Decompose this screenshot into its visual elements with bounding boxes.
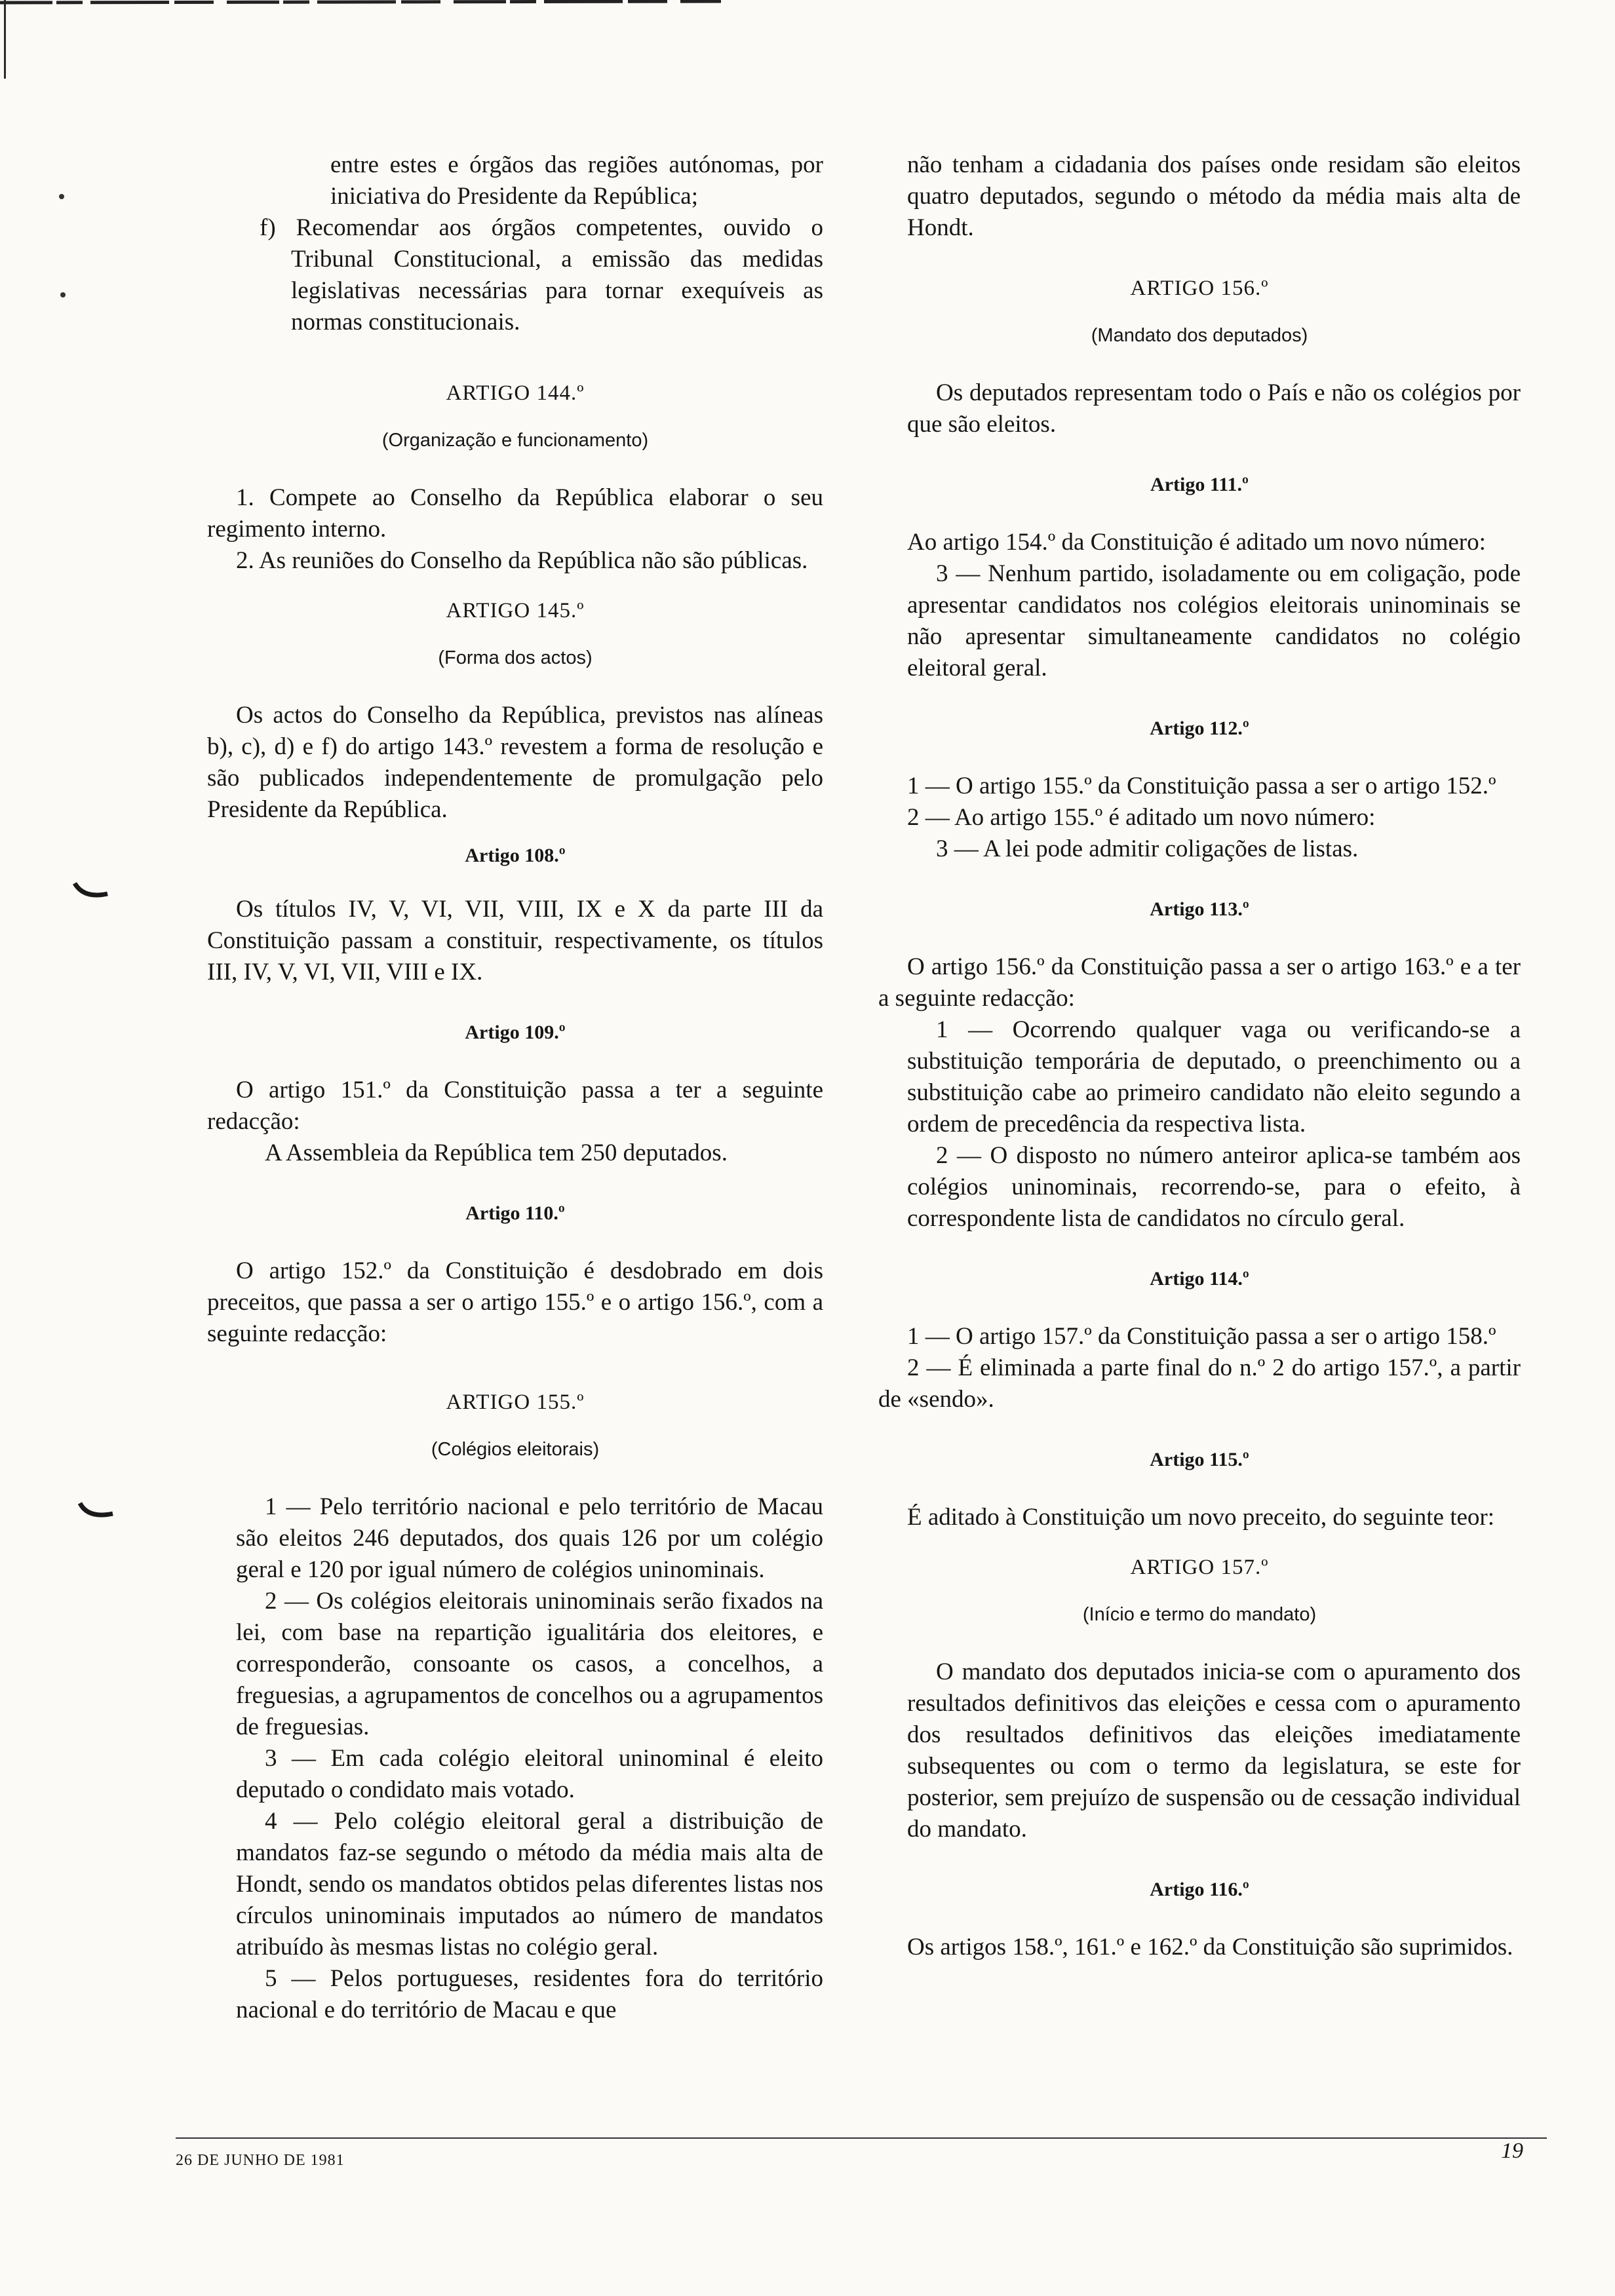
artigo-heading: Artigo 112.º: [1150, 718, 1249, 739]
paragraph: não tenham a cidadania dos países onde residam são eleitos quatro deputados, segundo o método da média mais alta de Hondt.: [907, 151, 1521, 241]
paragraph: O artigo 151.º da Constituição passa a ter a seguinte redacção:: [207, 1077, 823, 1135]
quoted-text: 3 — A lei pode admitir coligações de listas.: [936, 835, 1359, 862]
quoted-text: 1 — Ocorrendo qualquer vaga ou verificando-se a substituição temporária de deputado, o preenchimento ou a substituição cabe ao primeiro candidato não eleito segundo a ordem de precedência da respectiva lista.: [907, 1016, 1521, 1138]
paragraph: Os títulos IV, V, VI, VII, VIII, IX e X da parte III da Constituição passam a constituir, respectivamente, os títulos III, IV, V, VI, VII, VIII e IX.: [207, 896, 823, 985]
paragraph: Ao artigo 154.º da Constituição é aditado um novo número:: [907, 529, 1486, 556]
paragraph: 3 — Em cada colégio eleitoral uninominal é eleito deputado o condidato mais votado.: [236, 1745, 823, 1803]
paragraph: Os actos do Conselho da República, previstos nas alíneas b), c), d) e f) do artigo 143.º revestem a forma de resolução e são publicados independentemente de promulgação pelo Presidente da República.: [207, 702, 823, 823]
quoted-text: O mandato dos deputados inicia-se com o apuramento dos resultados definitivos das eleições e cessa com o apuramento dos resultados definitivos das eleições imediatamente subsequentes ou com o termo da legislatura, se este for posterior, sem prejuízo de suspensão ou de cessação individual do mandato.: [907, 1658, 1521, 1843]
quoted-text: A Assembleia da República tem 250 deputados.: [265, 1139, 728, 1166]
paragraph: 4 — Pelo colégio eleitoral geral a distribuição de mandatos faz-se segundo o método da média mais alta de Hondt, sendo os mandatos obtidos pelas diferentes listas nos círculos uninominais imputados ao número de mandatos atribuído às mesmas listas no colégio geral.: [236, 1808, 823, 1961]
article-heading: ARTIGO 156.º: [1130, 277, 1269, 300]
article-heading: ARTIGO 155.º: [446, 1390, 585, 1414]
paragraph: 1. Compete ao Conselho da República elaborar o seu regimento interno.: [207, 484, 823, 543]
artigo-heading: Artigo 114.º: [1150, 1268, 1249, 1290]
article-heading: ARTIGO 145.º: [446, 599, 585, 622]
paragraph: 2. As reuniões do Conselho da República não são públicas.: [236, 547, 808, 574]
article-subtitle: (Mandato dos deputados): [1091, 325, 1308, 346]
right-column: [878, 149, 1521, 1963]
paragraph: 1 — O artigo 155.º da Constituição passa a ser o artigo 152.º: [907, 773, 1496, 799]
quoted-text: 2 — O disposto no número anteiror aplica-se também aos colégios uninominais, recorrendo-se, para o efeito, à correspondente lista de candidatos no círculo geral.: [907, 1142, 1521, 1232]
article-heading: ARTIGO 157.º: [1130, 1556, 1269, 1579]
paragraph: Os artigos 158.º, 161.º e 162.º da Constituição são suprimidos.: [907, 1934, 1513, 1961]
paragraph: 2 — Os colégios eleitorais uninominais serão fixados na lei, com base na repartição igualitária dos eleitores, e corresponderão, consoante os casos, a concelhos, a freguesias, a agrupamentos de concelhos ou a agrupamentos de freguesias.: [236, 1588, 823, 1740]
article-subtitle: (Início e termo do mandato): [1082, 1604, 1317, 1625]
paragraph: 2 — É eliminada a parte final do n.º 2 do artigo 157.º, a partir de «sendo».: [878, 1354, 1521, 1413]
artigo-heading: Artigo 113.º: [1150, 898, 1249, 920]
margin-mark: [71, 878, 110, 904]
paragraph: 1 — O artigo 157.º da Constituição passa a ser o artigo 158.º: [907, 1323, 1496, 1350]
page-number: 19: [1501, 2139, 1523, 2163]
article-subtitle: (Organização e funcionamento): [381, 430, 649, 451]
artigo-heading: Artigo 115.º: [1150, 1449, 1249, 1470]
margin-mark: [77, 1499, 117, 1525]
scan-speck: [59, 194, 64, 199]
artigo-heading: Artigo 108.º: [465, 845, 566, 866]
scan-edge-marks: [0, 0, 721, 20]
paragraph: entre estes e órgãos das regiões autónomas, por iniciativa do Presidente da República;: [330, 151, 823, 210]
paragraph: O artigo 152.º da Constituição é desdobrado em dois preceitos, que passa a ser o artigo 155.º e o artigo 156.º, com a seguinte redacção:: [207, 1257, 823, 1347]
paragraph: 1 — Pelo território nacional e pelo território de Macau são eleitos 246 deputados, dos quais 126 por um colégio geral e 120 por igual número de colégios uninominais.: [236, 1493, 823, 1583]
paragraph: Os deputados representam todo o País e não os colégios por que são eleitos.: [907, 379, 1521, 438]
paragraph: 5 — Pelos portugueses, residentes fora do território nacional e do território de Macau e que: [236, 1965, 823, 2023]
paragraph: 2 — Ao artigo 155.º é aditado um novo número:: [907, 804, 1376, 831]
article-heading: ARTIGO 144.º: [446, 381, 585, 405]
scan-edge-line: [4, 0, 6, 79]
item-f: f) Recomendar aos órgãos competentes, ouvido o Tribunal Constitucional, a emissão das medidas legislativas necessárias para tornar exequíveis as normas constitucionais.: [260, 214, 823, 335]
left-column: [207, 149, 823, 2026]
scan-speck: [60, 292, 66, 297]
quoted-text: 3 — Nenhum partido, isoladamente ou em coligação, pode apresentar candidatos nos colégios eleitorais uninominais se não apresentar simultaneamente candidatos no colégio eleitoral geral.: [907, 560, 1521, 681]
artigo-heading: Artigo 110.º: [465, 1202, 565, 1224]
artigo-heading: Artigo 111.º: [1150, 474, 1249, 495]
footer-date: 26 DE JUNHO DE 1981: [176, 2152, 345, 2169]
article-subtitle: (Colégios eleitorais): [431, 1439, 600, 1460]
paragraph: O artigo 156.º da Constituição passa a ser o artigo 163.º e a ter a seguinte redacção:: [878, 953, 1521, 1012]
paragraph: É aditado à Constituição um novo preceito, do seguinte teor:: [907, 1504, 1495, 1531]
artigo-heading: Artigo 116.º: [1150, 1879, 1249, 1900]
footer-rule: [176, 2137, 1547, 2139]
article-subtitle: (Forma dos actos): [438, 647, 593, 668]
artigo-heading: Artigo 109.º: [465, 1022, 566, 1043]
